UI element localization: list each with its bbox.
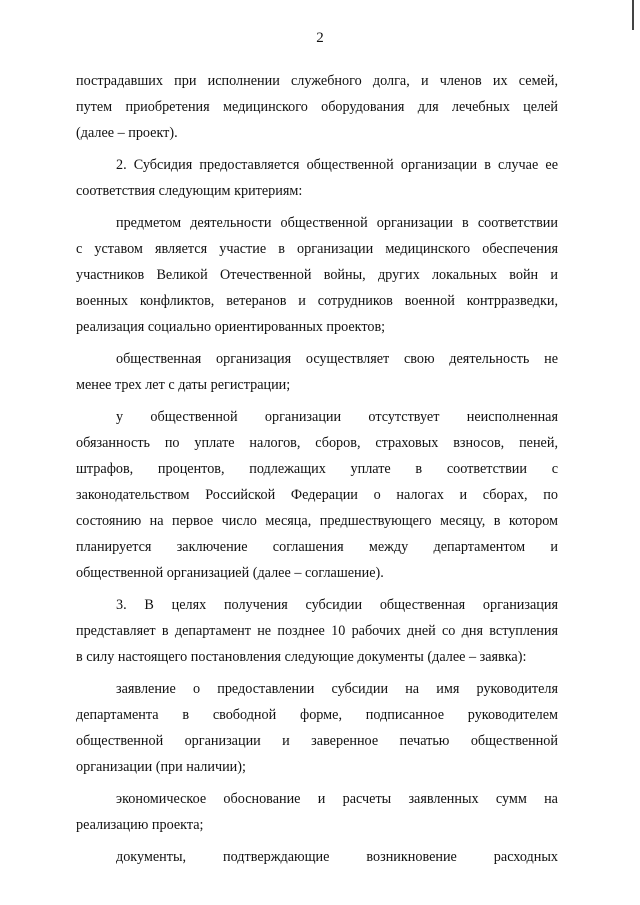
paragraph (76, 846, 558, 872)
paragraph (76, 154, 558, 206)
text-line: военных конфликтов, ветеранов и сотрудников военной контрразведки, (76, 293, 558, 309)
text-line: законодательством Российской Федерации о налогах и сборах, по (76, 487, 558, 503)
paragraph (76, 678, 558, 782)
text-line: участников Великой Отечественной войны, других локальных войн и (76, 267, 558, 283)
text-line: реализацию проекта; (76, 817, 204, 833)
text-line: в силу настоящего постановления следующие документы (далее – заявка): (76, 649, 527, 665)
text-line: у общественной организации отсутствует неисполненная (116, 409, 558, 425)
text-line: представляет в департамент не позднее 10 рабочих дней со дня вступления (76, 623, 558, 639)
text-line: документы, подтверждающие возникновение расходных (116, 849, 558, 865)
text-line: 3. В целях получения субсидии общественная организация (116, 597, 558, 613)
paragraph (76, 594, 558, 672)
paragraph (76, 788, 558, 840)
text-line: с уставом является участие в организации медицинского обеспечения (76, 241, 558, 257)
text-line: пострадавших при исполнении служебного долга, и членов их семей, (76, 73, 558, 89)
text-line: обязанность по уплате налогов, сборов, страховых взносов, пеней, (76, 435, 558, 451)
paragraph (76, 406, 558, 588)
text-line: департамента в свободной форме, подписанное руководителем (76, 707, 558, 723)
text-line: общественной организации и заверенное печатью общественной (76, 733, 558, 749)
page-number: 2 (316, 30, 324, 46)
text-line: соответствия следующим критериям: (76, 183, 303, 199)
text-line: 2. Субсидия предоставляется общественной организации в случае ее (116, 157, 558, 173)
text-line: общественной организацией (далее – соглашение). (76, 565, 384, 581)
scan-edge-mark (632, 0, 634, 30)
text-line: общественная организация осуществляет свою деятельность не (116, 351, 558, 367)
document-body (76, 70, 558, 872)
text-line: реализация социально ориентированных проектов; (76, 319, 386, 335)
text-line: предметом деятельности общественной организации в соответствии (116, 215, 558, 231)
paragraph (76, 348, 558, 400)
text-line: штрафов, процентов, подлежащих уплате в соответствии с (76, 461, 558, 477)
text-line: (далее – проект). (76, 125, 178, 141)
text-line: состоянию на первое число месяца, предшествующего месяцу, в котором (76, 513, 558, 529)
text-line: экономическое обоснование и расчеты заявленных сумм на (116, 791, 558, 807)
text-line: организации (при наличии); (76, 759, 246, 775)
paragraph (76, 70, 558, 148)
text-line: менее трех лет с даты регистрации; (76, 377, 291, 393)
text-line: заявление о предоставлении субсидии на имя руководителя (116, 681, 558, 697)
paragraph (76, 212, 558, 342)
text-line: путем приобретения медицинского оборудования для лечебных целей (76, 99, 558, 115)
text-line: планируется заключение соглашения между департаментом и (76, 539, 558, 555)
